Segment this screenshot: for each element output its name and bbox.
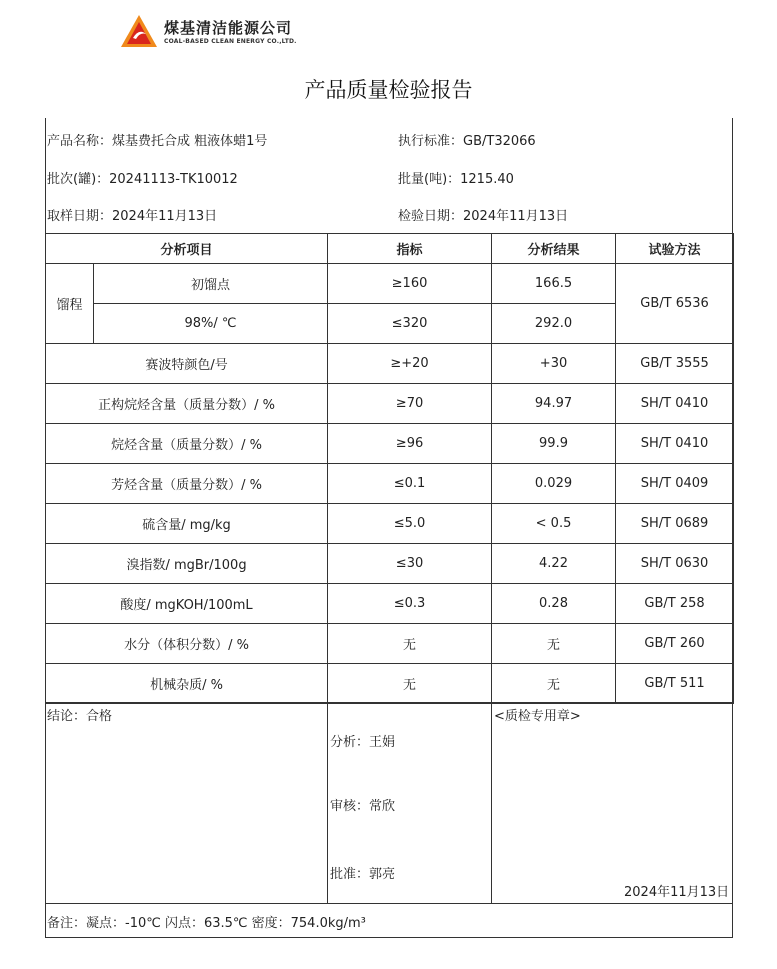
header-item: 分析项目 — [46, 234, 328, 264]
row-spec: ≤5.0 — [328, 504, 492, 544]
row-item: 赛波特颜色/号 — [46, 344, 328, 384]
row-spec: ≤0.1 — [328, 464, 492, 504]
approver: 批准：郭亮 — [330, 867, 396, 882]
table-row — [46, 584, 734, 624]
signature-section — [45, 702, 733, 904]
row-result: 4.22 — [492, 544, 616, 584]
row-spec: ≥+20 — [328, 344, 492, 384]
table-row — [46, 624, 734, 664]
divider — [327, 703, 328, 903]
company-logo — [120, 14, 320, 50]
remarks: 备注：凝点：-10℃ 闪点：63.5℃ 密度：754.0kg/m³ — [47, 916, 366, 931]
row-item: 溴指数/ mgBr/100g — [46, 544, 328, 584]
quality-stamp-label: <质检专用章> — [494, 709, 581, 724]
row-method: SH/T 0630 — [616, 544, 734, 584]
row-method: GB/T 511 — [616, 664, 734, 704]
row-item: 机械杂质/ % — [46, 664, 328, 704]
row-result: 无 — [492, 664, 616, 704]
row-item: 烷烃含量（质量分数）/ % — [46, 424, 328, 464]
table-row — [46, 504, 734, 544]
row-spec: ≤320 — [328, 304, 492, 344]
table-row — [46, 544, 734, 584]
reviewer: 审核：常欣 — [330, 799, 396, 814]
divider — [491, 703, 492, 903]
table-header-row — [46, 234, 734, 264]
inspection-date: 检验日期：2024年11月13日 — [398, 209, 569, 224]
row-result: 292.0 — [492, 304, 616, 344]
row-method: GB/T 258 — [616, 584, 734, 624]
row-result: 0.029 — [492, 464, 616, 504]
row-result: < 0.5 — [492, 504, 616, 544]
company-name-cn: 煤基清洁能源公司 — [164, 19, 293, 37]
row-item: 芳烃含量（质量分数）/ % — [46, 464, 328, 504]
row-item: 98%/ ℃ — [94, 304, 328, 344]
row-spec: 无 — [328, 624, 492, 664]
conclusion: 结论：合格 — [47, 709, 113, 724]
row-method: SH/T 0410 — [616, 384, 734, 424]
row-spec: ≥96 — [328, 424, 492, 464]
batch-quantity: 批量(吨)：1215.40 — [398, 172, 514, 187]
report-title: 产品质量检验报告 — [304, 78, 473, 102]
row-item: 硫含量/ mg/kg — [46, 504, 328, 544]
row-method: GB/T 6536 — [616, 264, 734, 344]
row-result: +30 — [492, 344, 616, 384]
batch-number: 批次(罐)：20241113-TK10012 — [47, 172, 238, 187]
row-result: 94.97 — [492, 384, 616, 424]
row-spec: ≤0.3 — [328, 584, 492, 624]
row-method: SH/T 0689 — [616, 504, 734, 544]
row-item: 水分（体积分数）/ % — [46, 624, 328, 664]
row-method: GB/T 260 — [616, 624, 734, 664]
header-spec: 指标 — [328, 234, 492, 264]
header-method: 试验方法 — [616, 234, 734, 264]
row-result: 无 — [492, 624, 616, 664]
row-spec: 无 — [328, 664, 492, 704]
header-result: 分析结果 — [492, 234, 616, 264]
row-result: 166.5 — [492, 264, 616, 304]
row-item: 酸度/ mgKOH/100mL — [46, 584, 328, 624]
product-name: 产品名称：煤基费托合成 粗液体蜡1号 — [47, 134, 268, 149]
execution-standard: 执行标准：GB/T32066 — [398, 134, 536, 149]
company-name-en: COAL-BASED CLEAN ENERGY CO.,LTD. — [164, 38, 297, 45]
row-item: 正构烷烃含量（质量分数）/ % — [46, 384, 328, 424]
analyst: 分析：王娟 — [330, 735, 396, 750]
table-row — [46, 384, 734, 424]
row-result: 99.9 — [492, 424, 616, 464]
row-method: SH/T 0409 — [616, 464, 734, 504]
company-logo-icon — [120, 14, 158, 48]
row-spec: ≥70 — [328, 384, 492, 424]
table-row — [46, 424, 734, 464]
sampling-date: 取样日期：2024年11月13日 — [47, 209, 218, 224]
quality-table — [45, 233, 734, 704]
report-date: 2024年11月13日 — [624, 885, 730, 900]
row-result: 0.28 — [492, 584, 616, 624]
table-row — [46, 464, 734, 504]
table-row — [46, 664, 734, 704]
row-method: SH/T 0410 — [616, 424, 734, 464]
row-item: 初馏点 — [94, 264, 328, 304]
distillation-group-label: 馏程 — [46, 264, 94, 344]
row-spec: ≤30 — [328, 544, 492, 584]
table-row — [46, 344, 734, 384]
row-method: GB/T 3555 — [616, 344, 734, 384]
table-row — [46, 264, 734, 304]
row-spec: ≥160 — [328, 264, 492, 304]
